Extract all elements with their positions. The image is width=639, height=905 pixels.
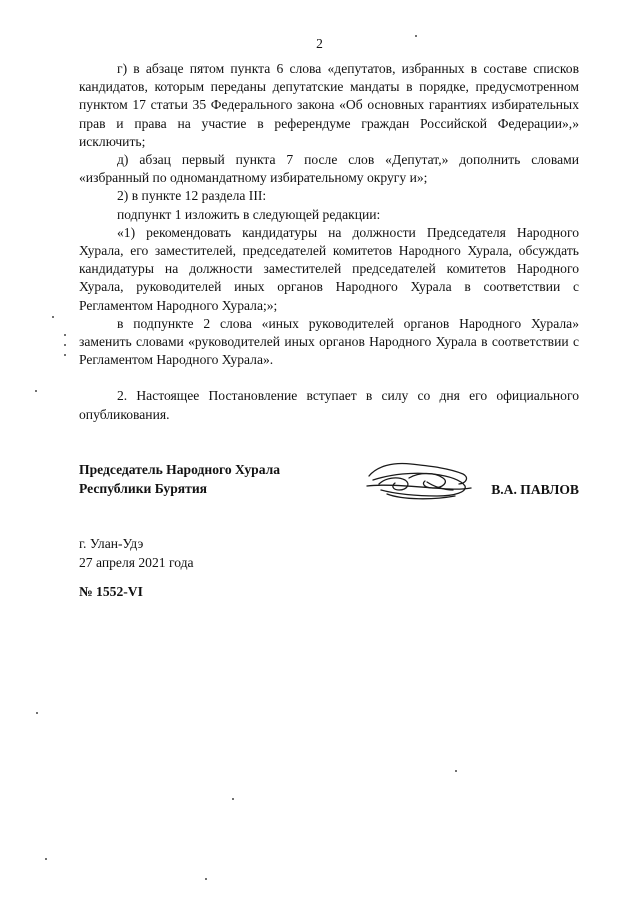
spacer (79, 369, 579, 387)
scan-speck (64, 354, 66, 356)
signatory-title-line2: Республики Бурятия (79, 481, 208, 496)
signatory-name: В.А. ПАВЛОВ (491, 482, 579, 497)
scan-speck (64, 334, 66, 336)
date: 27 апреля 2021 года (79, 554, 194, 570)
paragraph-d: д) абзац первый пункта 7 после слов «Депутат,» дополнить словами «избранный по одномандатному избирательному округу и»; (79, 152, 579, 186)
handwritten-signature (363, 456, 473, 502)
signatory-title (79, 460, 280, 498)
scan-speck (415, 35, 417, 37)
scan-speck (36, 712, 38, 714)
paragraph-item-2: 2) в пункте 12 раздела III: (117, 188, 267, 204)
document-body (79, 60, 579, 424)
scan-speck (232, 798, 234, 800)
paragraph-g: г) в абзаце пятом пункта 6 слова «депутатов, избранных в составе списков кандидатов, которым переданы депутатские мандаты в порядке, предусмотренном пунктом 17 статьи 35 Федерального закона «Об основных гарантиях избирательных прав и права на участие в референдуме граждан Российской Федерации»,» исключить; (79, 61, 579, 149)
scan-speck (205, 878, 207, 880)
scan-speck (35, 390, 37, 392)
scan-speck (52, 316, 54, 318)
paragraph-subitem-2: в подпункте 2 слова «иных руководителей органов Народного Хурала» заменить словами «руководителей иных органов Народного Хурала в соответствии с Регламентом Народного Хурала». (79, 315, 579, 368)
final-paragraph: 2. Настоящее Постановление вступает в силу со дня его официального опубликования. (79, 388, 579, 422)
paragraph-quote-1: «1) рекомендовать кандидатуры на должности Председателя Народного Хурала, его заместителей, председателей комитетов Народного Хурала, обсуждать кандидатуры на должности заместителей председателей комитетов Народного Хурала, руководителей иных органов Народного Хурала в соответствии с Регламентом Народного Хурала;»; (79, 224, 579, 313)
signatory-title-line1: Председатель Народного Хурала (79, 462, 281, 477)
document-number: № 1552-VI (79, 584, 143, 599)
scan-speck (45, 858, 47, 860)
place: г. Улан-Удэ (79, 536, 144, 551)
page-number: 2 (316, 36, 323, 51)
paragraph-subitem-1: подпункт 1 изложить в следующей редакции: (117, 206, 381, 222)
signature-block (79, 460, 579, 504)
scan-speck (455, 770, 457, 772)
scan-speck (64, 344, 66, 346)
place-date-block (79, 535, 194, 572)
